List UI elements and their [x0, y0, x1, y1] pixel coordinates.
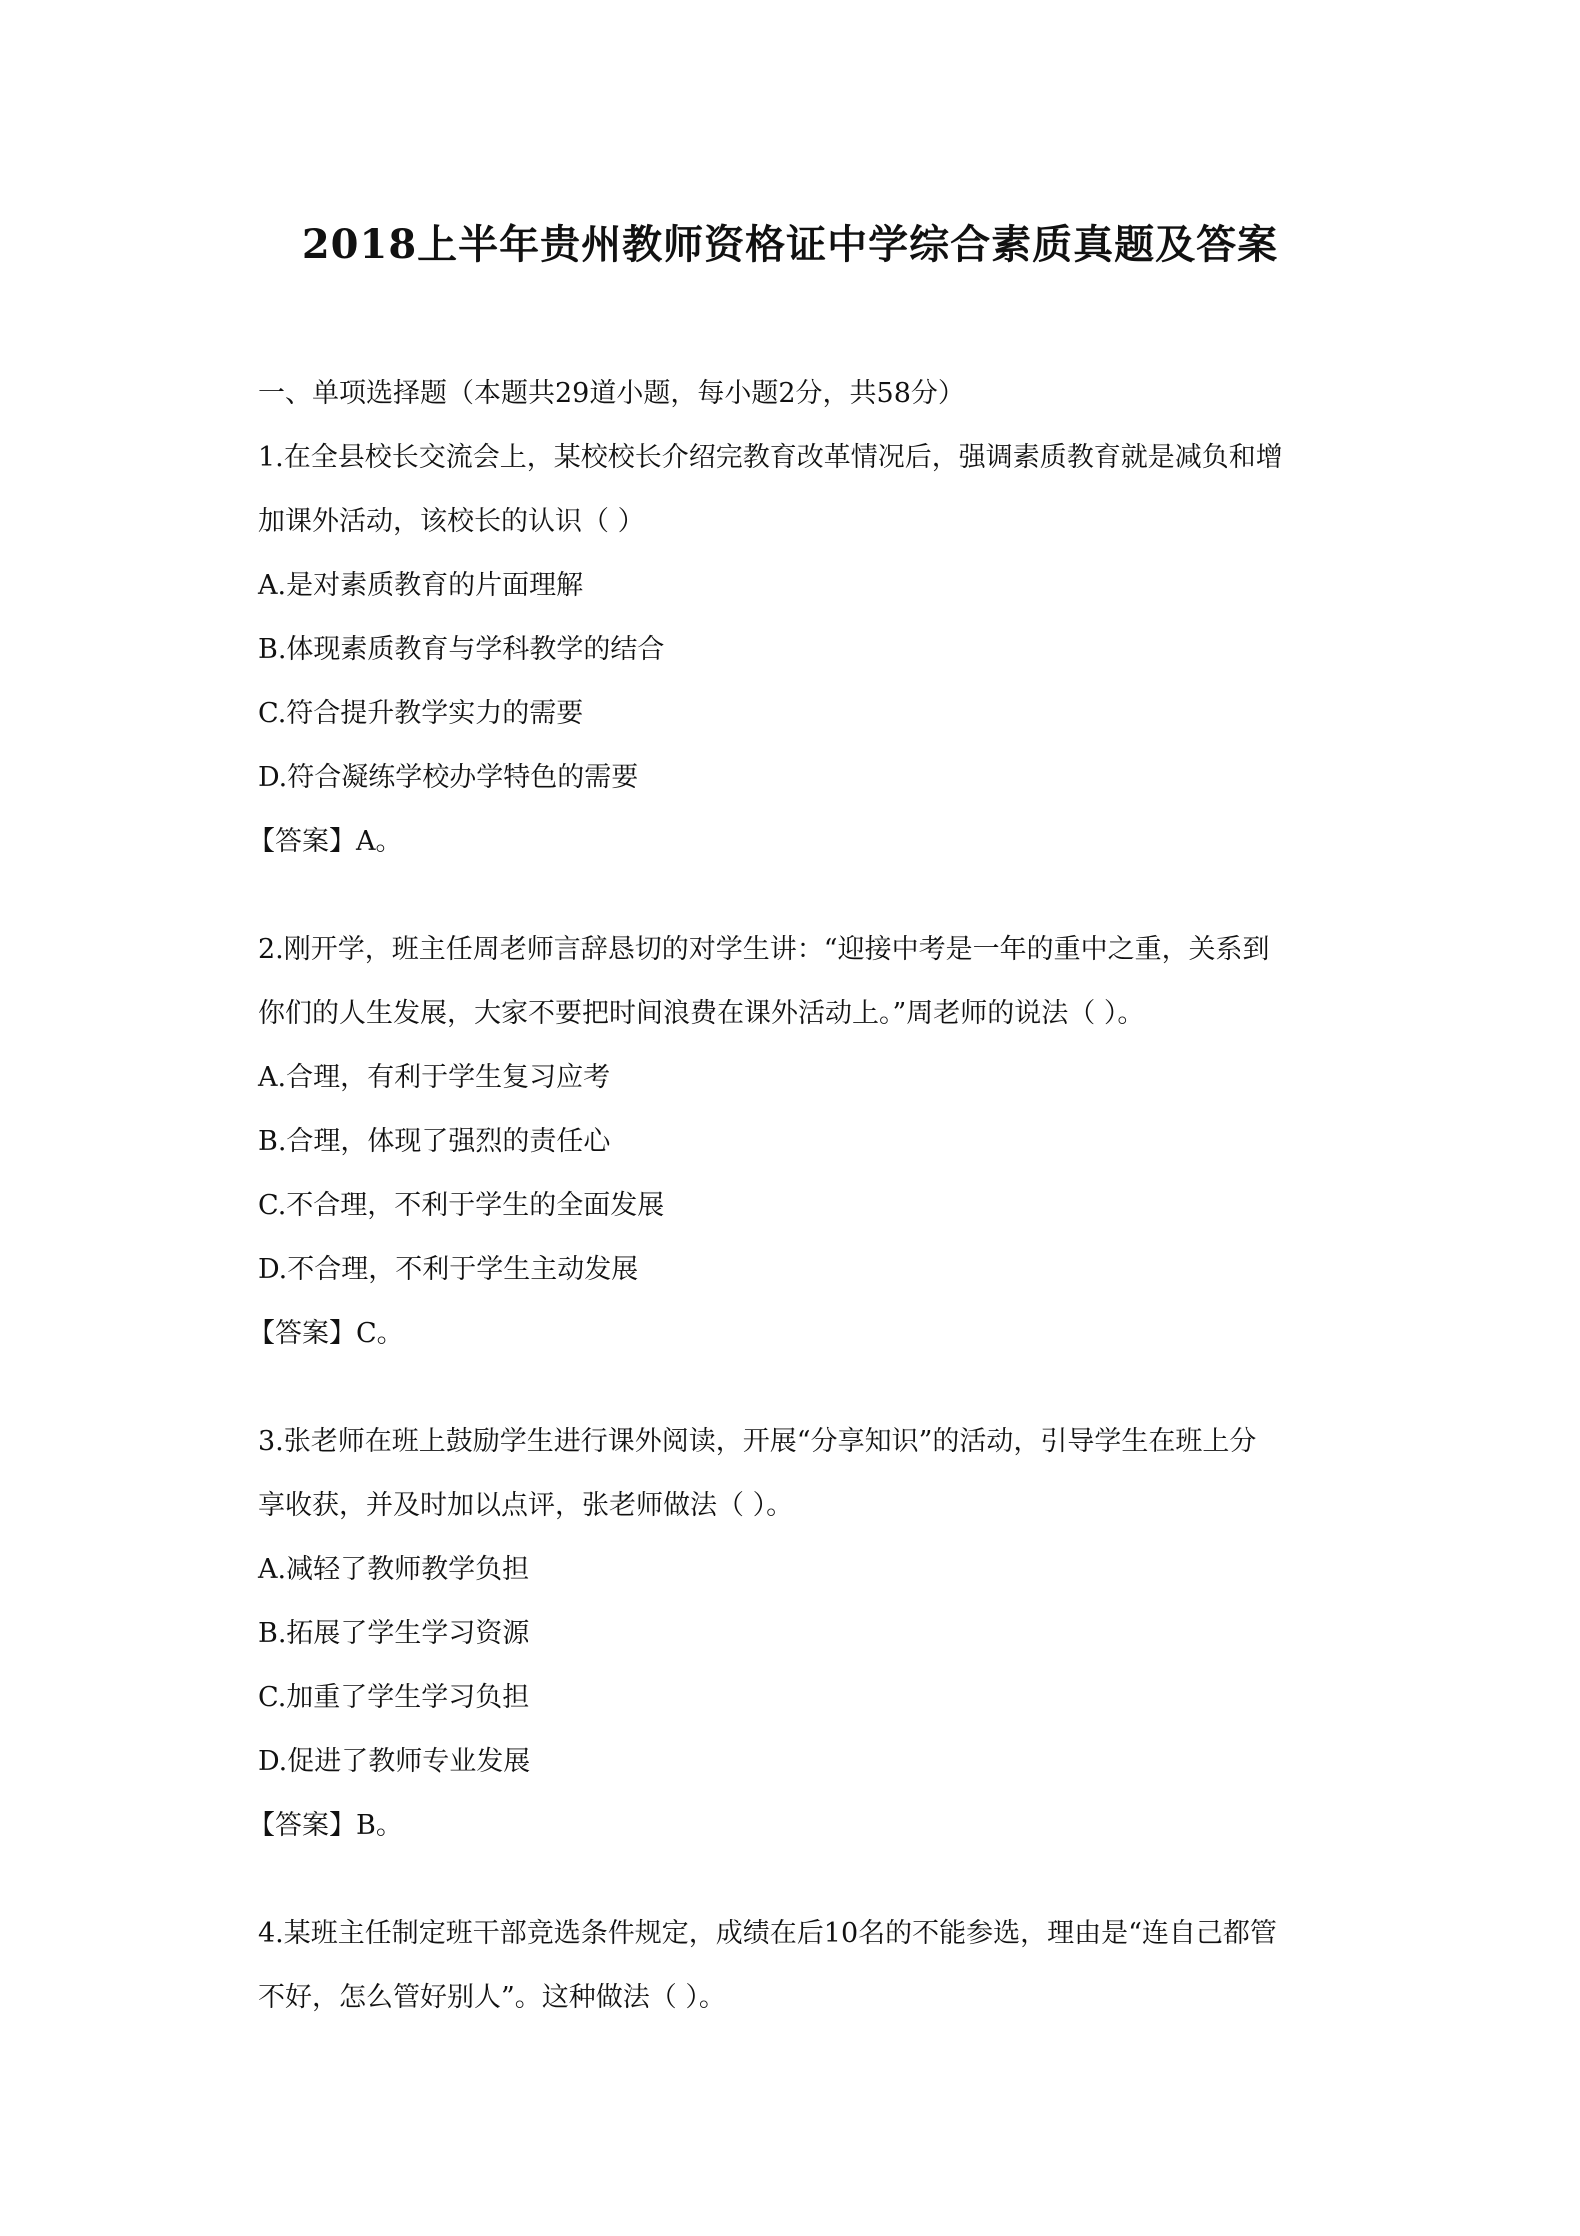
question-1-stem-line-1: 1.在全县校长交流会上，某校校长介绍完教育改革情况后，强调素质教育就是减负和增 [258, 442, 1283, 473]
question-2-stem-line-1: 2.刚开学，班主任周老师言辞恳切的对学生讲：“迎接中考是一年的重中之重，关系到 [258, 934, 1270, 965]
question-4-stem-line-2: 不好，怎么管好别人”。这种做法（ ）。 [258, 1982, 726, 2013]
question-2-stem-line-2: 你们的人生发展，大家不要把时间浪费在课外活动上。”周老师的说法（ ）。 [258, 998, 1145, 1029]
question-3-option-b: B.拓展了学生学习资源 [258, 1618, 530, 1649]
question-4-stem-line-1: 4.某班主任制定班干部竞选条件规定，成绩在后10名的不能参选，理由是“连自己都管 [258, 1918, 1277, 1949]
question-3-stem-line-1: 3.张老师在班上鼓励学生进行课外阅读，开展“分享知识”的活动，引导学生在班上分 [258, 1426, 1257, 1457]
question-3-option-c: C.加重了学生学习负担 [258, 1682, 530, 1713]
question-3-stem-line-2: 享收获，并及时加以点评，张老师做法（ ）。 [258, 1490, 794, 1521]
question-3-option-a: A.减轻了教师教学负担 [258, 1554, 530, 1585]
question-1-option-b: B.体现素质教育与学科教学的结合 [258, 634, 665, 665]
question-1-option-c: C.符合提升教学实力的需要 [258, 698, 584, 729]
question-2-option-c: C.不合理，不利于学生的全面发展 [258, 1190, 665, 1221]
question-1-answer: 【答案】A。 [248, 826, 403, 857]
document-title: 2018上半年贵州教师资格证中学综合素质真题及答案 [301, 221, 1279, 268]
question-3-option-d: D.促进了教师专业发展 [258, 1746, 531, 1777]
question-3-answer: 【答案】B。 [248, 1810, 403, 1841]
question-2-answer: 【答案】C。 [248, 1318, 404, 1349]
question-2-option-d: D.不合理，不利于学生主动发展 [258, 1254, 639, 1285]
question-1-stem-line-2: 加课外活动，该校长的认识（ ） [258, 506, 645, 537]
question-1-option-d: D.符合凝练学校办学特色的需要 [258, 762, 639, 793]
question-2-option-a: A.合理，有利于学生复习应考 [258, 1062, 611, 1093]
question-2-option-b: B.合理，体现了强烈的责任心 [258, 1126, 611, 1157]
section-heading: 一、单项选择题（本题共29道小题，每小题2分，共58分） [258, 378, 965, 409]
question-1-option-a: A.是对素质教育的片面理解 [258, 570, 584, 601]
